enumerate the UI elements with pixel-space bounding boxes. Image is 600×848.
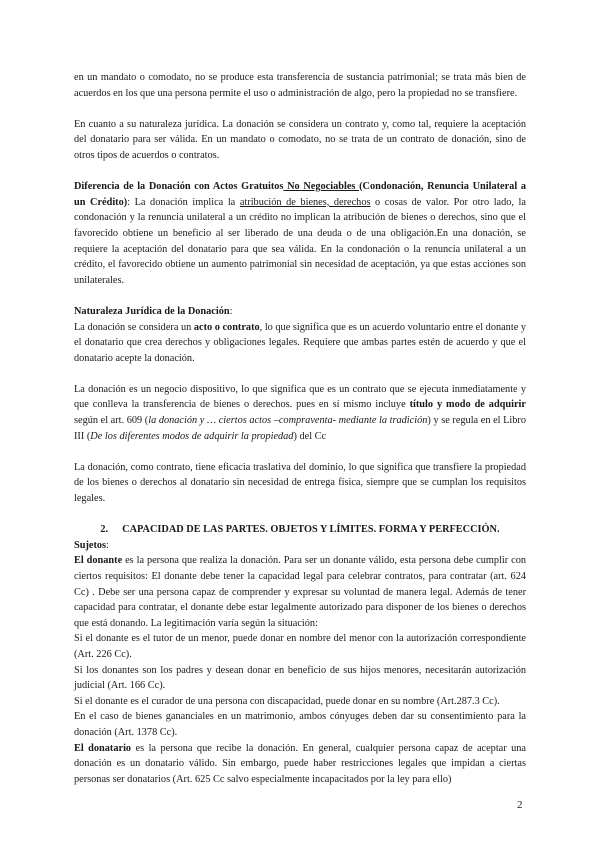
paragraph-diferencia: Diferencia de la Donación con Actos Gratuitos No Negociables (Condonación, Renuncia Unilateral a un Crédito): La donación implica la atribución de bienes, derechos o cosas de valor. Por otro lado, la condonación y la renuncia unilateral a un crédito no implican la atribución de bienes o derechos, sino que el favorecido obtiene un beneficio al ser liberado de una deuda o de una obligación.En una donación, se requiere la aceptación del donatario para que sea válida. En la condonación o la renuncia unilateral a un crédito, el favorecido obtiene un aumento patrimonial sin necesidad de aceptación, ya que estas acciones son unilaterales. — [74, 181, 526, 286]
section-heading — [74, 522, 526, 538]
diferencia-heading: Diferencia de la Donación con Actos Gratuitos — [74, 181, 284, 193]
paragraph-naturaleza: En cuanto a su naturaleza jurídica. La donación se considera un contrato y, como tal, requiere la aceptación del donatario para ser válida. En un mandato o comodato, no se trata de un contrato de donación, sino de otros tipos de acuerdos o contratos. — [74, 118, 526, 161]
quote-italic-a: la donación y … ciertos actos –compraventa- mediante la tradición — [148, 415, 428, 427]
paragraph-negocio-dispositivo: La donación es un negocio dispositivo, lo que significa que es un contrato que se ejecuta inmediatamente y que conlleva la transferencia de bienes o derechos. pues en sí mismo incluye título y modo de adquirir según el art. 609 (la donación y … ciertos actos –compraventa- mediante la tradición) y se regula en el Libro III (De los diferentes modos de adquirir la propiedad) del Cc — [74, 383, 526, 442]
paragraph-acto-contrato: La donación se considera un acto o contrato, lo que significa que es un acuerdo voluntario entre el donante y el donatario que crea derechos y obligaciones legales. Requiere que ambas partes estén de acuerdo y que el donatario acepte la donación. — [74, 321, 526, 364]
atribucion-underlined: atribución de bienes, derechos — [239, 196, 371, 208]
donante-bold: El donante — [74, 555, 123, 567]
donatario-bold: El donatario — [74, 742, 132, 754]
paragraph-mandato: en un mandato o comodato, no se produce esta transferencia de sustancia patrimonial; se trata más bien de acuerdos en los que una persona permite el uso o administración de algo, pero la propiedad no se transfiere. — [74, 72, 526, 99]
paragraph-eficacia: La donación, como contrato, tiene eficacia traslativa del dominio, lo que significa que transfiere la propiedad de los bienes o derechos al donatario sin necesidad de entrega física, siempre que se cumplan los requisitos legales. — [74, 461, 526, 505]
paragraph-donante: El donante es la persona que realiza la donación. Para ser un donante válido, esta persona debe cumplir con ciertos requisitos: El donante debe tener la capacidad legal para celebrar contratos, para contratar (art. 624 Cc) . Debe ser una persona capaz de comprender y expresar su voluntad de manera legal. Además de tener capacidad para contratar, el donante debe estar legalmente autorizado para disponer de los bienes o derechos que está donando. La legitimación varía según la situación: — [74, 555, 526, 629]
page-body — [74, 70, 526, 787]
list-item: Si el donante es el curador de una persona con discapacidad, puede donar en su nombre (Art.287.3 Cc). — [74, 695, 500, 707]
diferencia-heading-paren: (Condonación, Renuncia Unilateral a un Crédito) — [74, 181, 526, 208]
sujetos-line: Sujetos: — [74, 539, 109, 551]
section-number: 2. — [100, 524, 109, 536]
list-item: En el caso de bienes gananciales en un matrimonio, ambos cónyuges deben dar su consentimiento para la donación (Art. 1378 Cc). — [74, 711, 526, 738]
list-item: Si los donantes son los padres y desean donar en beneficio de sus hijos menores, necesitarán autorización judicial (Art. 166 Cc). — [74, 664, 526, 692]
section-title: CAPACIDAD DE LAS PARTES. OBJETOS Y LÍMITES. FORMA Y PERFECCIÓN. — [122, 524, 500, 536]
no-negociables-underlined: No Negociables — [283, 181, 360, 193]
quote-italic-b: De los diferentes modos de adquirir la propiedad — [90, 430, 294, 442]
sujetos-label: Sujetos — [74, 539, 107, 551]
list-item: Si el donante es el tutor de un menor, puede donar en nombre del menor con la autorización correspondiente (Art. 226 Cc). — [74, 633, 526, 660]
paragraph-donatario: El donatario es la persona que recibe la donación. En general, cualquier persona capaz de aceptar una donación es un donatario válido. Sin embargo, puede haber restricciones legales que impidan a ciertas personas ser donatarios (Art. 625 Cc salvo especialmente incapacitados por la ley para ello) — [74, 742, 526, 785]
naturaleza-heading: Naturaleza Jurídica de la Donación — [74, 305, 230, 317]
titulo-modo-bold: título y modo de adquirir — [409, 399, 526, 411]
page-number: 2 — [517, 799, 523, 811]
acto-contrato-bold: acto o contrato — [193, 321, 260, 333]
naturaleza-heading-line: Naturaleza Jurídica de la Donación: — [74, 305, 233, 317]
